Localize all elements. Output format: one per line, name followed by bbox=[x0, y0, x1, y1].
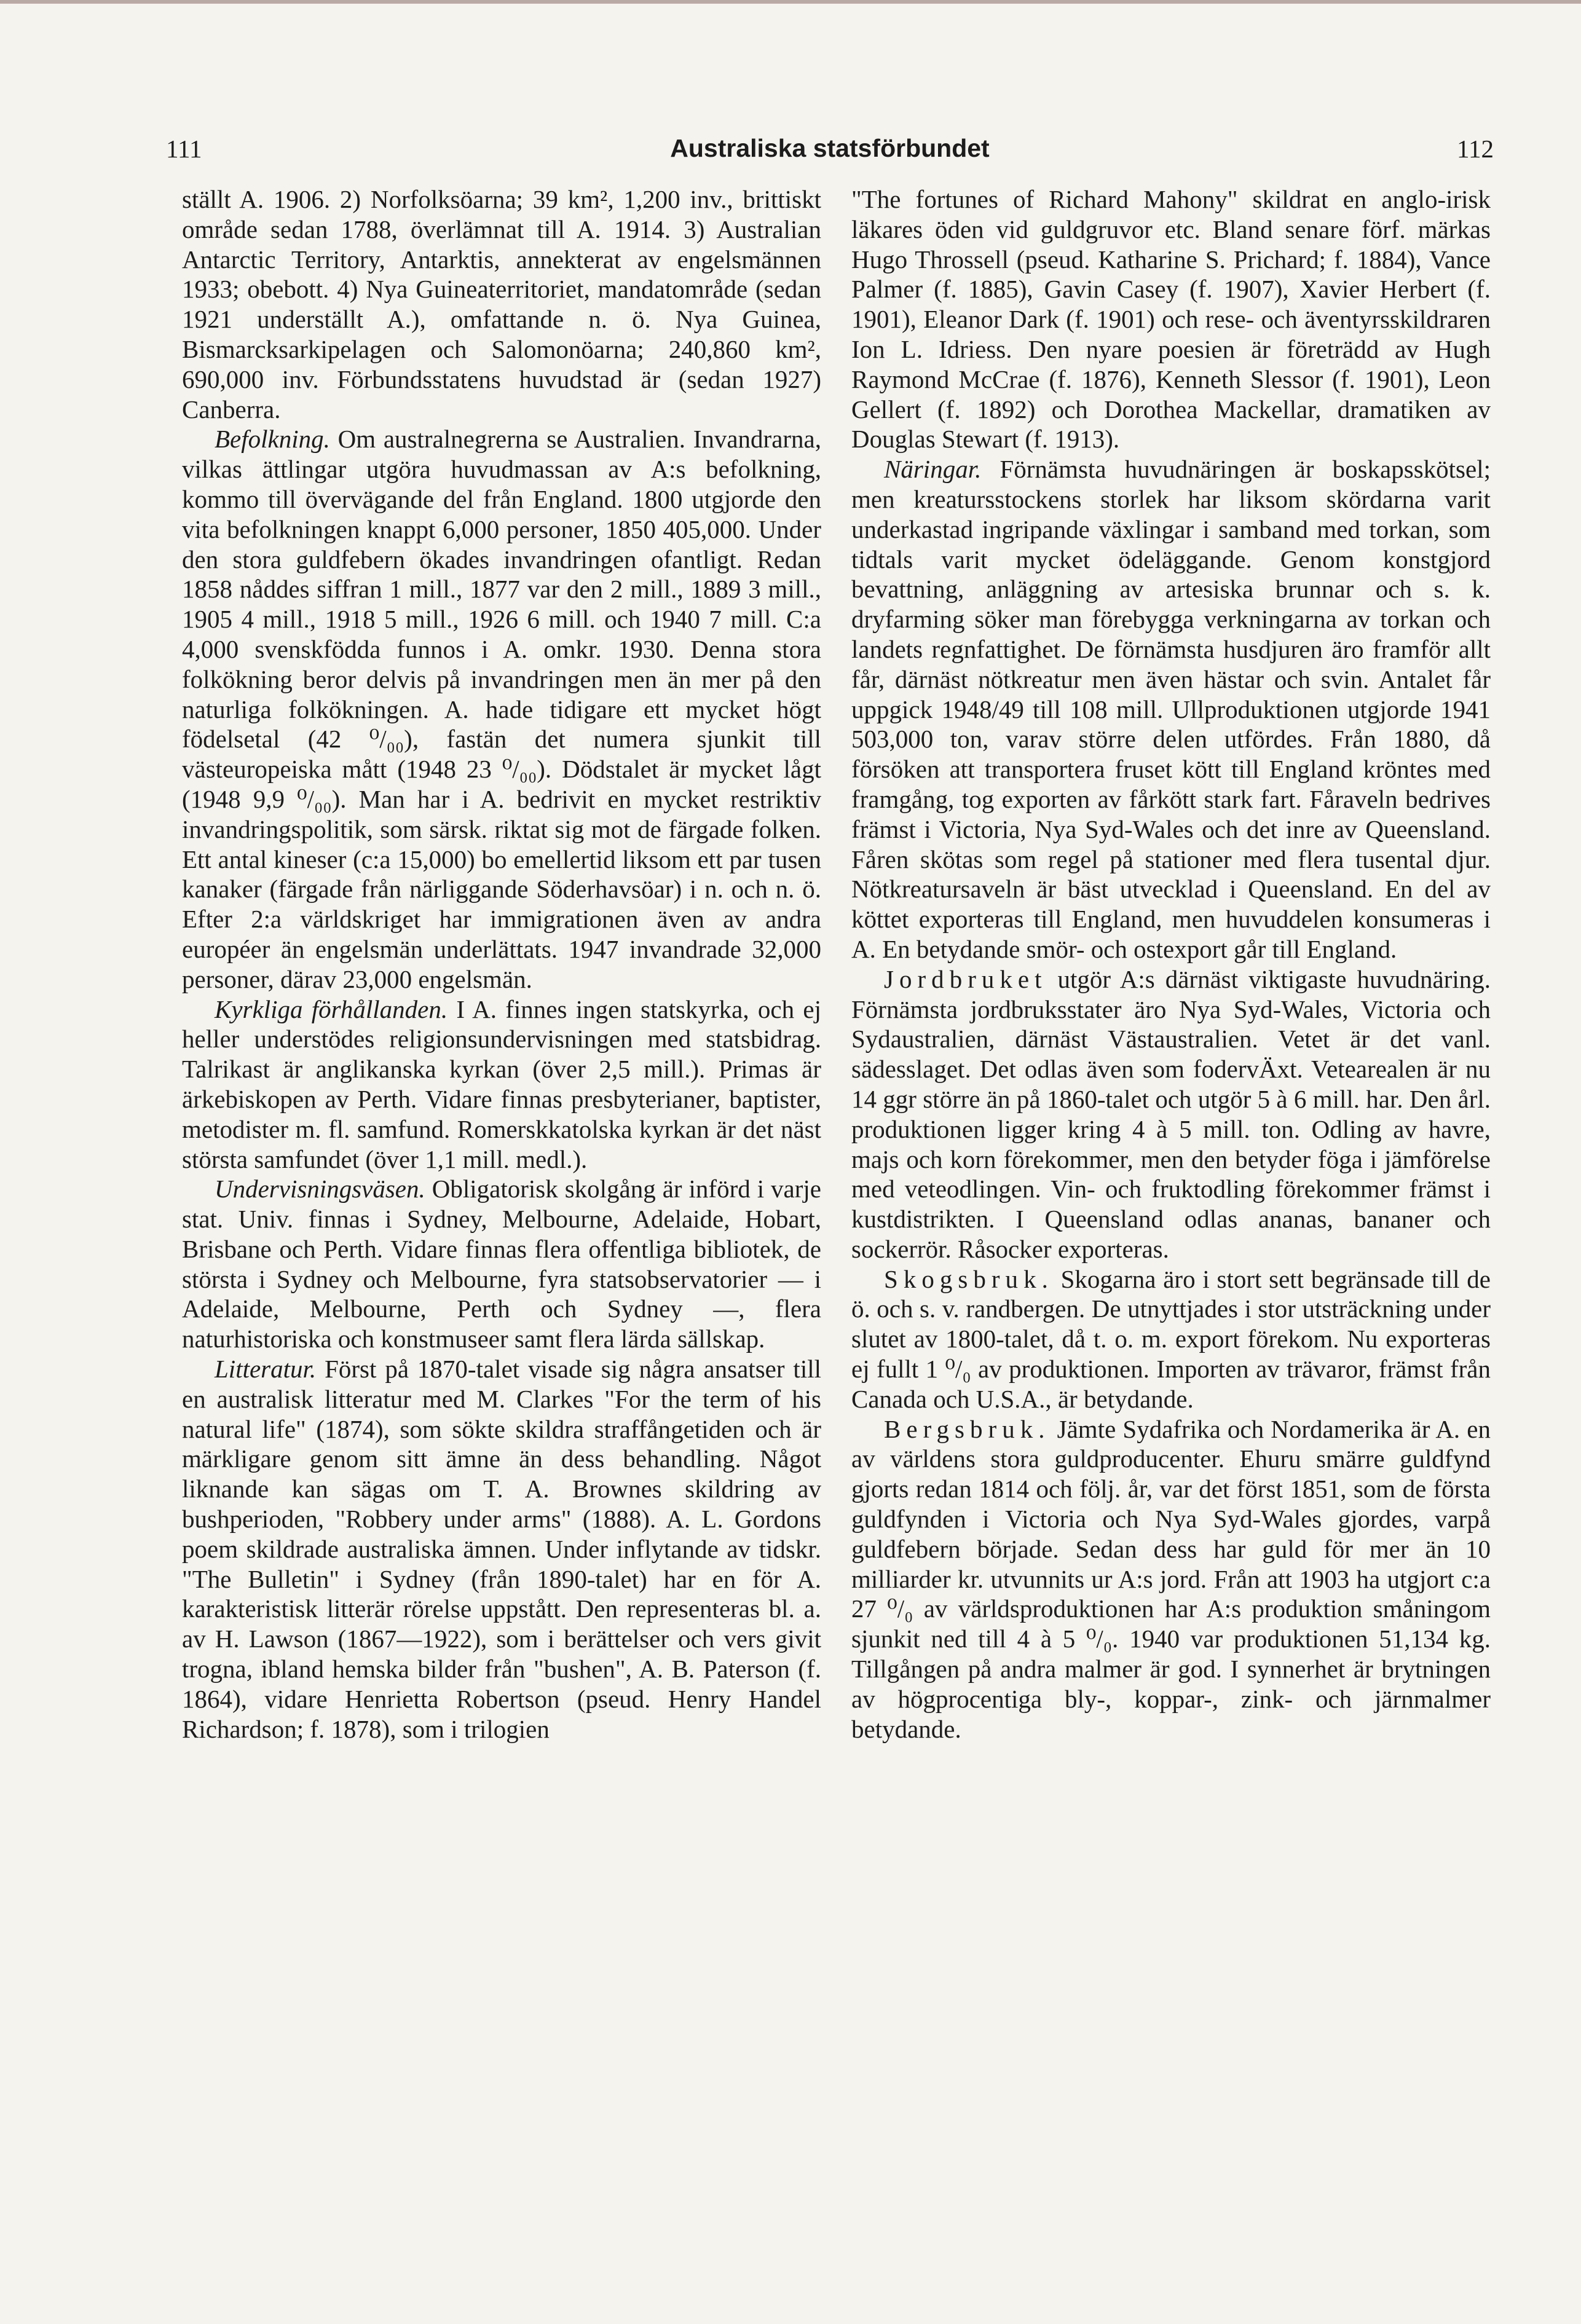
paragraph-text: Obligatorisk skolgång är införd i varje stat. Univ. finnas i Sydney, Melbourne, Adelaide, Hobart, Brisbane och Perth. Vidare finnas flera offentliga bibliotek, de största i Sydney och Melbourne, fyra statsobservatorier — i Adelaide, Melbourne, Perth och Sydney —, flera naturhistoriska och konstmuseer samt flera lärda sällskap. bbox=[182, 1175, 821, 1353]
page-number-left: 111 bbox=[166, 135, 202, 163]
running-title: Australiska statsförbundet bbox=[670, 134, 990, 162]
paragraph-text: "The fortunes of Richard Mahony" skildrat en anglo-irisk läkares öden vid guldgruvor etc. Bland senare förf. märkas Hugo Throssell (pseud. Katharine S. Prichard; f. 1884), Vance Palmer (f. 1885), Gavin Casey (f. 1907), Xavier Herbert (f. 1901), Eleanor Dark (f. 1901) och rese- och äventyrsskildraren Ion L. Idriess. Den nyare poesien är företrädd av Hugh Raymond McCrae (f. 1876), Kenneth Slessor (f. 1901), Leon Gellert (f. 1892) och Dorothea Mackellar, dramatiken av Douglas Stewart (f. 1913). bbox=[851, 185, 1491, 454]
paragraph-text: I A. finnes ingen statskyrka, och ej heller understödes religionsundervisningen med statsbidrag. Talrikast är anglikanska kyrkan (över 2,5 mill.). Primas är ärkebiskopen av Perth. Vidare finnas presbyterianer, baptister, metodister m. fl. samfund. Romerskkatolska kyrkan är det näst största samfundet (över 1,1 mill. medl.). bbox=[182, 995, 821, 1173]
paragraph-text: Skogarna äro i stort sett begränsade till de ö. och s. v. randbergen. De utnyttjades i stor utsträckning under slutet av 1800-talet, då t. o. m. export förekom. Nu exporteras ej fullt 1 ⁰/₀ av produktionen. Importen av trävaror, främst från Canada och U.S.A., är betydande. bbox=[851, 1264, 1491, 1413]
paragraph-text: Först på 1870-talet visade sig några ansatser till en australisk litteratur med M. Clarkes "For the term of his natural life" (1874), som sökte skildra straffångetiden och är märkligare genom sitt ämne än dess behandling. Något liknande kan sägas om T. A. Brownes skildring av bushperioden, "Robbery under arms" (1888). A. L. Gordons poem skildrade australiska ämnen. Under inflytande av tidskr. "The Bulletin" i Sydney (från 1890-talet) har en för A. karakteristisk litterär rörelse uppstått. Den representeras bl. a. av H. Lawson (1867—1922), som i berättelser och vers givit trogna, ibland hemska bilder från "bushen", A. B. Paterson (f. 1864), vidare Henrietta Robertson (pseud. Henry Handel Richardson; f. 1878), som i trilogien bbox=[182, 1355, 821, 1743]
paragraph bbox=[182, 424, 821, 994]
section-heading: Näringar. bbox=[884, 455, 982, 484]
paragraph bbox=[851, 1414, 1491, 1744]
paragraph bbox=[182, 1354, 821, 1744]
paragraph-text: ställt A. 1906. 2) Norfolksöarna; 39 km², 1,200 inv., brittiskt område sedan 1788, överlämnat till A. 1914. 3) Australian Antarctic Territory, Antarktis, annekterat av engelsmännen 1933; obebott. 4) Nya Guineaterritoriet, mandatområde (sedan 1921 underställt A.), omfattande n. ö. Nya Guinea, Bismarcksarkipelagen och Salomonöarna; 240,860 km², 690,000 inv. Förbundsstatens huvudstad är (sedan 1927) Canberra. bbox=[182, 185, 821, 423]
right-column bbox=[851, 184, 1491, 1744]
paragraph-text: Förnämsta huvudnäringen är boskapsskötsel; men kreatursstockens storlek har liksom skördarna varit underkastad ingripande växlingar i samband med torkan, som tidtals varit mycket ödeläggande. Genom konstgjord bevattning, anläggning av artesiska brunnar och s. k. dryfarming söker man förebygga verkningarna av torkan och landets regnfattighet. De förnämsta husdjuren äro framför allt får, därnäst nötkreatur men även hästar och svin. Antalet får uppgick 1948/49 till 108 mill. Ullproduktionen utgjorde 1941 503,000 ton, varav större delen utfördes. Från 1880, då försöken att transportera fruset kött till England kröntes med framgång, tog exporten av fårkött stark fart. Fåraveln bedrives främst i Victoria, Nya Syd-Wales och det inre av Queensland. Fåren skötas som regel på stationer med flera tusental djur. Nötkreatursaveln är bäst utvecklad i Queensland. En del av köttet exporteras till England, men huvuddelen konsumeras i A. En betydande smör- och ostexport går till England. bbox=[851, 455, 1491, 963]
paragraph bbox=[851, 184, 1491, 454]
paragraph-text: utgör A:s därnäst viktigaste huvudnäring. Förnämsta jordbruksstater äro Nya Syd-Wales, Victoria och Sydaustralien, därnäst Västaustralien. Vetet är det vanl. sädesslaget. Det odlas även som fodervÄxt. Vetearealen är nu 14 ggr större än på 1860-talet och utgör 5 à 6 mill. har. Den årl. produktionen ligger kring 4 à 5 mill. ton. Odling av havre, majs och korn förekommer, men den betyder föga i jämförelse med veteodlingen. Vin- och fruktodling förekommer främst i kustdistrikten. I Queensland odlas ananas, bananer och sockerrör. Råsocker exporteras. bbox=[851, 964, 1491, 1263]
paragraph bbox=[182, 1174, 821, 1354]
page-header bbox=[166, 134, 1494, 171]
page-number-right: 112 bbox=[1457, 135, 1494, 163]
left-column bbox=[182, 184, 821, 1744]
paragraph bbox=[851, 964, 1491, 1264]
section-heading: Bergsbruk. bbox=[884, 1414, 1051, 1443]
paragraph bbox=[182, 995, 821, 1175]
paragraph bbox=[851, 454, 1491, 964]
section-heading: Kyrkliga förhållanden. bbox=[215, 995, 448, 1023]
section-heading: Skogsbruk. bbox=[884, 1264, 1054, 1293]
section-heading: Undervisningsväsen. bbox=[215, 1175, 425, 1203]
section-heading: Jordbruket bbox=[884, 964, 1047, 993]
paragraph bbox=[851, 1264, 1491, 1414]
paragraph-text: Om australnegrerna se Australien. Invandrarna, vilkas ättlingar utgöra huvudmassan av A:s befolkning, kommo till övervägande del från England. 1800 utgjorde den vita befolkningen knappt 6,000 personer, 1850 405,000. Under den stora guldfebern ökades invandringen ofantligt. Redan 1858 nåddes siffran 1 mill., 1877 var den 2 mill., 1889 3 mill., 1905 4 mill., 1918 5 mill., 1926 6 mill. och 1940 7 mill. C:a 4,000 svenskfödda funnos i A. omkr. 1930. Denna stora folkökning beror delvis på invandringen men än mer på den naturliga folkökningen. A. hade tidigare ett mycket högt födelsetal (42 ⁰/₀₀), fastän det numera sjunkit till västeuropeiska mått (1948 23 ⁰/₀₀). Dödstalet är mycket lågt (1948 9,9 ⁰/₀₀). Man har i A. bedrivit en mycket restriktiv invandringspolitik, som särsk. riktat sig mot de färgade folken. Ett antal kineser (c:a 15,000) bo emellertid liksom ett par tusen kanaker (färgade från närliggande Söderhavsöar) i n. och n. ö. Efter 2:a världskriget har immigrationen även av andra européer än engelsmän underlättats. 1947 invandrade 32,000 personer, därav 23,000 engelsmän. bbox=[182, 425, 821, 993]
paragraph bbox=[182, 184, 821, 424]
section-heading: Litteratur. bbox=[215, 1355, 317, 1384]
top-border bbox=[0, 0, 1581, 4]
paragraph-text: Jämte Sydafrika och Nordamerika är A. en av världens stora guldproducenter. Ehuru smärre guldfynd gjorts redan 1814 och följ. år, var det först 1851, som de första guldfynden i Victoria och Nya Syd-Wales gjordes, varpå guldfebern började. Sedan dess har guld för mer än 10 milliarder kr. utvunnits ur A:s jord. Från att 1903 ha utgjort c:a 27 ⁰/₀ av världsproduktionen har A:s produktion småningom sjunkit ned till 4 à 5 ⁰/₀. 1940 var produktionen 51,134 kg. Tillgången på andra malmer är god. I synnerhet är brytningen av högprocentiga bly-, koppar-, zink- och järnmalmer betydande. bbox=[851, 1414, 1491, 1743]
section-heading: Befolkning. bbox=[215, 425, 330, 454]
